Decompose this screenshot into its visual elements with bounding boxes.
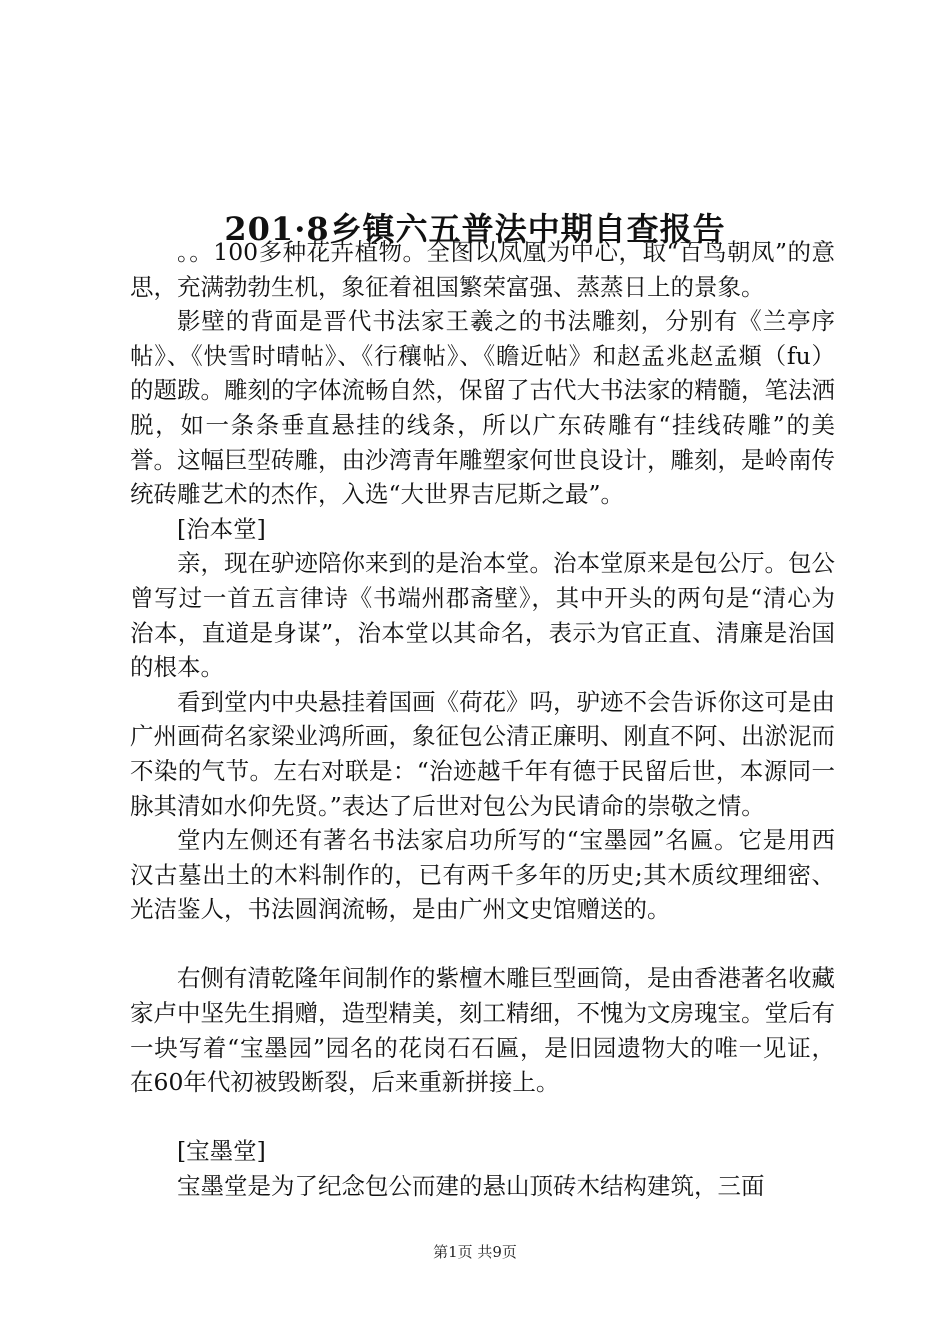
paragraph-baomo-hall: 宝墨堂是为了纪念包公而建的悬山顶砖木结构建筑，三面 — [177, 1172, 765, 1201]
paragraph-lotus-painting: 看到堂内中央悬挂着国画《荷花》吗，驴迹不会告诉你这可是由广州画荷名家梁业鸿所画，象征包公清正廉明、刚直不阿、出淤泥而不染的气节。左右对联是：“治迹越千年有德于民留后世，本源同一脉其清如水仰先贤。”表达了后世对包公为民请命的崇敬之情。 — [130, 687, 835, 820]
paragraph-screen-wall: 影壁的背面是晋代书法家王羲之的书法雕刻，分别有《兰亭序帖》、《快雪时晴帖》、《行穰帖》、《瞻近帖》和赵孟兆赵孟頫（fu）的题跋。雕刻的字体流畅自然，保留了古代大书法家的精髓，笔法洒脱，如一条条垂直悬挂的线条，所以广东砖雕有“挂线砖雕”的美誉。这幅巨型砖雕，由沙湾青年雕塑家何世良设计，雕刻，是岭南传统砖雕艺术的杰作，入选“大世界吉尼斯之最”。 — [130, 307, 835, 509]
document-body — [130, 235, 835, 1204]
document-title: 201·8乡镇六五普法中期自查报告 — [224, 210, 726, 249]
page-footer: 第1页 共9页 — [433, 1243, 517, 1261]
paragraph-zhiben-hall: 亲，现在驴迹陪你来到的是治本堂。治本堂原来是包公厅。包公曾写过一首五言律诗《书端州郡斋壁》，其中开头的两句是“清心为治本，直道是身谋”，治本堂以其命名，表示为官正直、清廉是治国的根本。 — [130, 549, 835, 682]
paragraph-name-plaque: 堂内左侧还有著名书法家启功所写的“宝墨园”名匾。它是用西汉古墓出土的木料制作的，已有两千多年的历史;其木质纹理细密、光洁鉴人，书法圆润流畅，是由广州文史馆赠送的。 — [130, 826, 835, 924]
section-heading-baomo: [宝墨堂] — [177, 1137, 266, 1166]
paragraph-picture-holder: 右侧有清乾隆年间制作的紫檀木雕巨型画筒，是由香港著名收藏家卢中坚先生捐赠，造型精美，刻工精细，不愧为文房瑰宝。堂后有一块写着“宝墨园”园名的花岗石石匾，是旧园遗物大的唯一见证，在60年代初被毁断裂，后来重新拼接上。 — [130, 964, 835, 1097]
paragraph-intro: 。。100多种花卉植物。全图以凤凰为中心，取“百鸟朝凤”的意思，充满勃勃生机，象征着祖国繁荣富强、蒸蒸日上的景象。 — [130, 238, 835, 301]
section-heading-zhiben: [治本堂] — [177, 514, 266, 543]
